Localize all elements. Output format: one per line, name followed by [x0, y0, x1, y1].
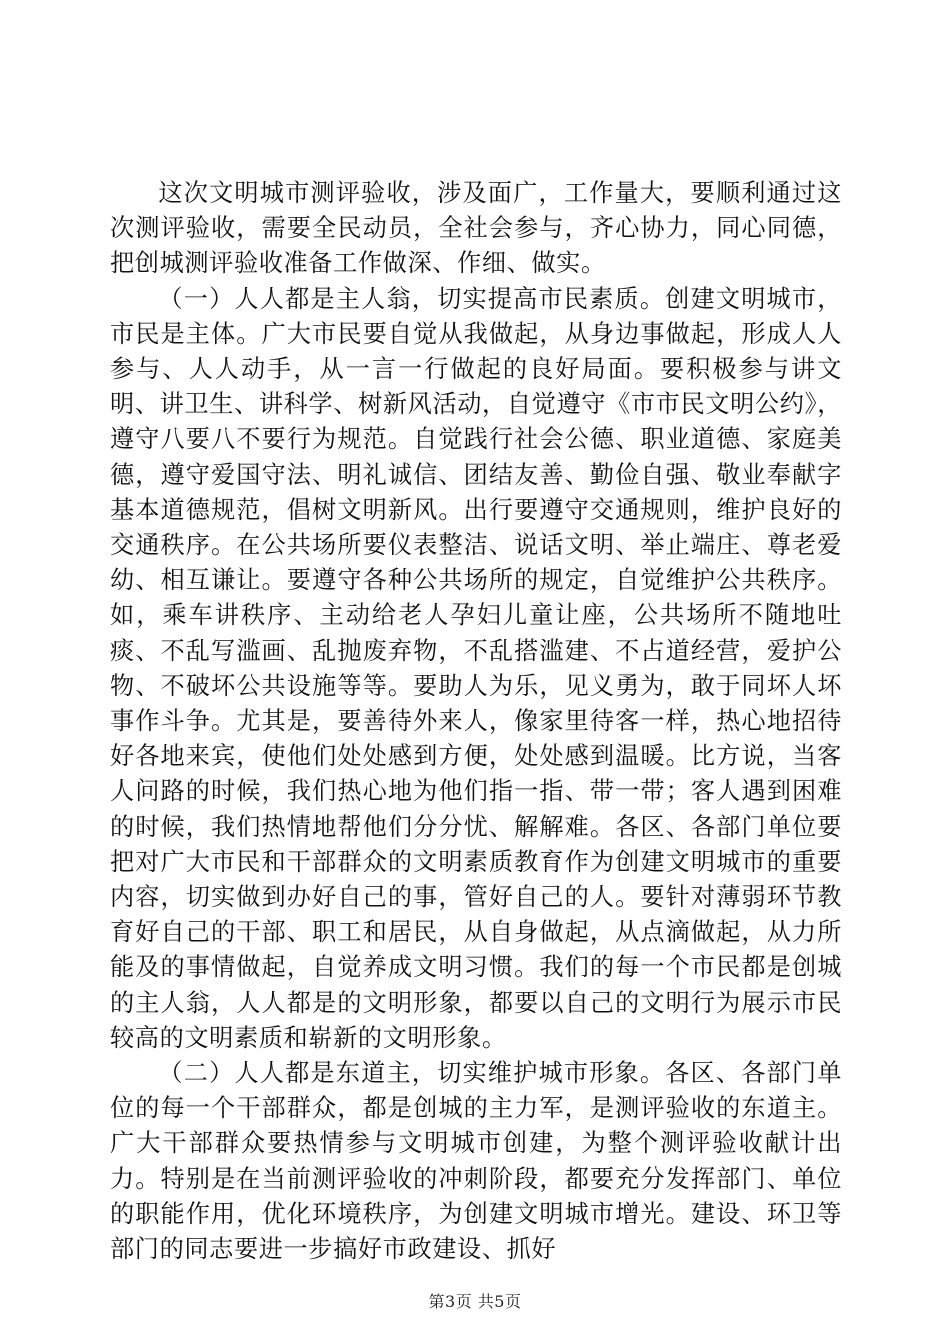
paragraph-section-two: （二）人人都是东道主，切实维护城市形象。各区、各部门单位的每一个干部群众，都是创城的主力军，是测评验收的东道主。广大干部群众要热情参与文明城市创建，为整个测评验收献计出力。特别是在当前测评验收的冲刺阶段，都要充分发挥部门、单位的职能作用，优化环境秩序，为创建文明城市增光。建设、环卫等部门的同志要进一步搞好市政建设、抓好	[110, 1059, 842, 1264]
document-body	[110, 176, 842, 1267]
paragraph-intro: 这次文明城市测评验收，涉及面广，工作量大，要顺利通过这次测评验收，需要全民动员，全社会参与，齐心协力，同心同德，把创城测评验收准备工作做深、作细、做实。	[110, 179, 842, 278]
page-number-footer: 第3页 共5页	[428, 1292, 522, 1311]
paragraph-section-one: （一）人人都是主人翁，切实提高市民素质。创建文明城市，市民是主体。广大市民要自觉从我做起，从身边事做起，形成人人参与、人人动手，从一言一行做起的良好局面。要积极参与讲文明、讲卫生、讲科学、树新风活动，自觉遵守《市市民文明公约》，遵守八要八不要行为规范。自觉践行社会公德、职业道德、家庭美德，遵守爱国守法、明礼诚信、团结友善、勤俭自强、敬业奉献字基本道德规范，倡树文明新风。出行要遵守交通规则，维护良好的交通秩序。在公共场所要仪表整洁、说话文明、举止端庄、尊老爱幼、相互谦让。要遵守各种公共场所的规定，自觉维护公共秩序。如，乘车讲秩序、主动给老人孕妇儿童让座，公共场所不随地吐痰、不乱写滥画、乱抛废弃物，不乱搭滥建、不占道经营，爱护公物、不破坏公共设施等等。要助人为乐，见义勇为，敢于同坏人坏事作斗争。尤其是，要善待外来人，像家里待客一样，热心地招待好各地来宾，使他们处处感到方便，处处感到温暖。比方说，当客人问路的时候，我们热心地为他们指一指、带一带；客人遇到困难的时候，我们热情地帮他们分分忧、解解难。各区、各部门单位要把对广大市民和干部群众的文明素质教育作为创建文明城市的重要内容，切实做到办好自己的事，管好自己的人。要针对薄弱环节教育好自己的干部、职工和居民，从自身做起，从点滴做起，从力所能及的事情做起，自觉养成文明习惯。我们的每一个市民都是创城的主人翁，人人都是的文明形象，都要以自己的文明行为展示市民较高的文明素质和崭新的文明形象。	[110, 284, 842, 1052]
